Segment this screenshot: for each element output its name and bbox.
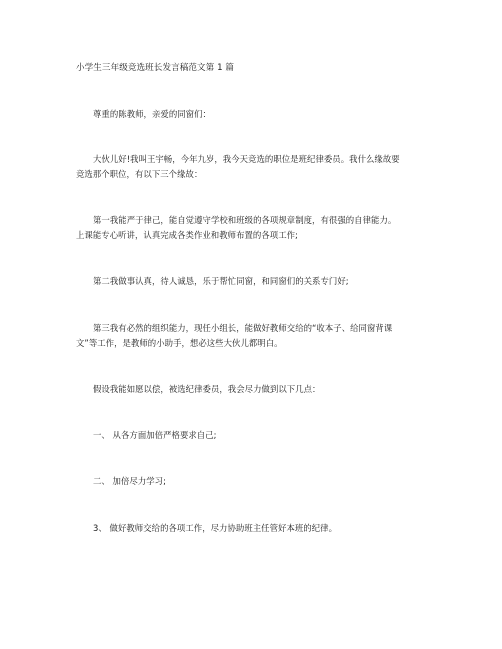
paragraph-1-line-2: 竞选那个职位，有以下三个缘故：: [76, 169, 203, 179]
list-item-3: 3、 做好教师交给的各项工作，尽力协助班主任管好本班的纪律。: [93, 523, 337, 533]
paragraph-5-line-1: 假设我能如愿以偿，被选纪律委员，我会尽力做到以下几点：: [93, 384, 321, 394]
list-item-1: 一、 从各方面加倍严格要求自己;: [93, 430, 217, 440]
paragraph-2-line-1: 第一我能严于律己，能自觉遵守学校和班级的各项规章制度，有很强的自律能力。: [93, 215, 397, 225]
paragraph-2-line-2: 上课能专心听讲，认真完成各类作业和教师布置的各项工作;: [76, 230, 298, 240]
paragraph-1-line-1: 大伙儿好!我叫王宇畅，今年九岁，我今天竞选的职位是班纪律委员。我什么缘故要: [93, 154, 400, 164]
paragraph-3-line-1: 第二我做事认真，待人诚恳，乐于帮忙同窗，和同窗们的关系专门好;: [93, 276, 349, 286]
paragraph-4-line-2: 文”等工作，是教师的小助手，想必这些大伙儿都明白。: [76, 338, 283, 348]
paragraph-4-line-1: 第三我有必然的组织能力，现任小组长，能做好教师交给的“收本子、给同窗背课: [93, 323, 393, 333]
list-item-2: 二、 加倍尽力学习;: [93, 476, 166, 486]
document-title: 小学生三年级竞选班长发言稿范文第 1 篇: [76, 63, 235, 73]
greeting: 尊重的陈教师，亲爱的同窗们：: [93, 109, 211, 119]
